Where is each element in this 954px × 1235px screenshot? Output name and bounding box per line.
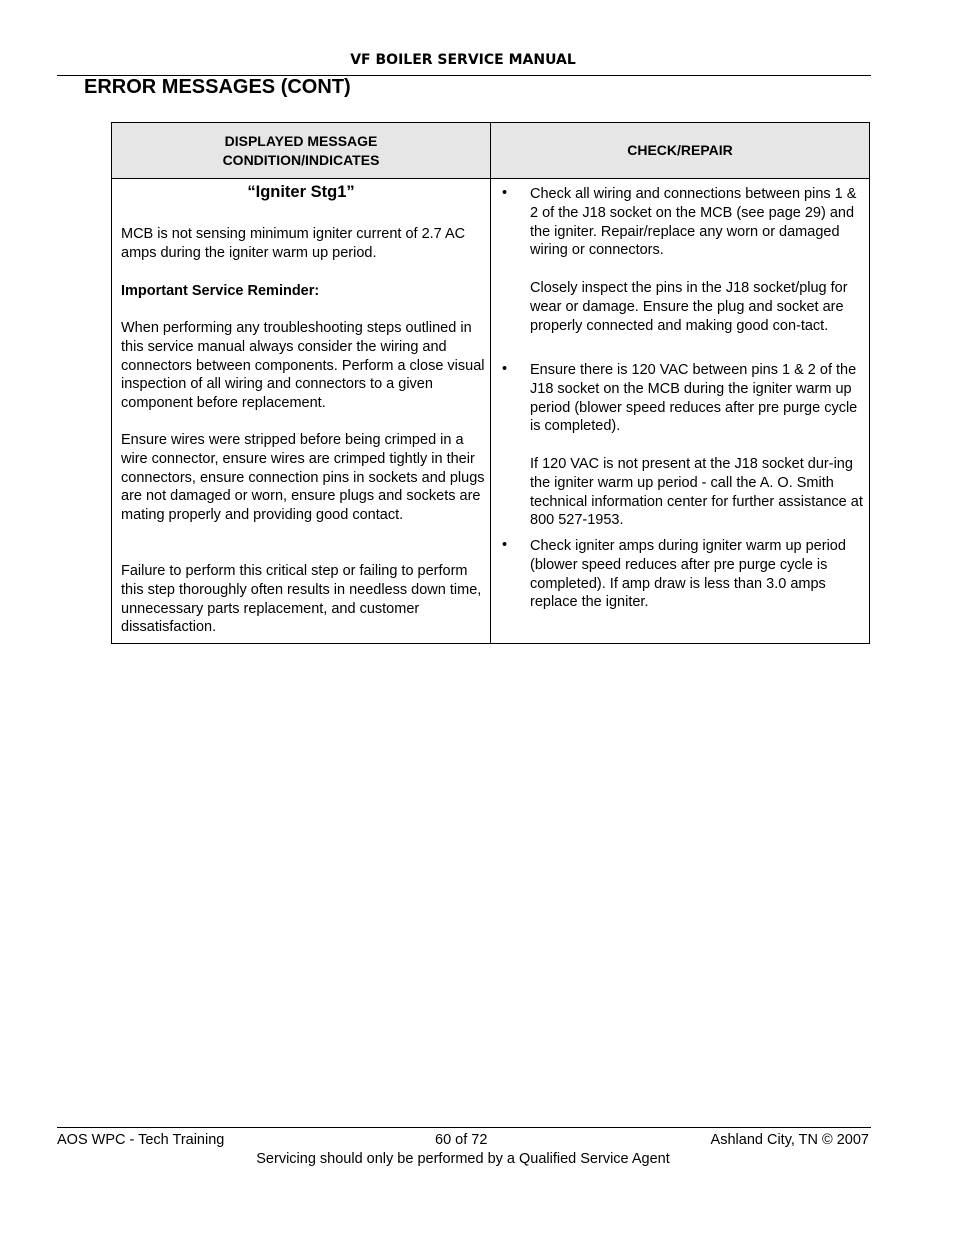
repair-step-3: Check igniter amps during igniter warm up period (blower speed reduces after pre purge cycle is completed). If amp draw is less than 3.0 amps replace the igniter. xyxy=(530,538,846,611)
repair-step-2-followup: If 120 VAC is not present at the J18 socket dur-ing the igniter warm up period - call the A. O. Smith technical information center for further assistance at 800 527-1953. xyxy=(530,456,863,529)
footer-left: AOS WPC - Tech Training xyxy=(57,1132,225,1148)
service-reminder-paragraph: When performing any troubleshooting steps outlined in this service manual always consider the wiring and connectors between components. Perform a close visual inspection of all wiring and connectors to a given component before replacement. xyxy=(121,320,485,412)
running-header: VF BOILER SERVICE MANUAL xyxy=(350,52,576,68)
column-header-repair-label: CHECK/REPAIR xyxy=(627,142,733,158)
failure-warning-paragraph: Failure to perform this critical step or failing to perform this step thoroughly often results in needless down time, unnecessary parts replacement, and customer dissatisfaction. xyxy=(121,563,482,636)
bullet-icon: • xyxy=(502,537,508,553)
service-reminder-heading: Important Service Reminder: xyxy=(121,283,320,299)
footer-note: Servicing should only be performed by a Qualified Service Agent xyxy=(256,1151,670,1167)
repair-step-2: Ensure there is 120 VAC between pins 1 & 2 of the J18 socket on the MCB during the igniter warm up period (blower speed reduces after pre purge cycle is completed). xyxy=(530,362,858,435)
column-header-condition xyxy=(112,123,491,179)
error-message-title: “Igniter Stg1” xyxy=(247,183,355,201)
repair-step-1: Check all wiring and connections between pins 1 & 2 of the J18 socket on the MCB (see page 29) and the igniter. Repair/replace any worn or damaged wiring or connectors. xyxy=(530,186,857,259)
footer-right: Ashland City, TN © 2007 xyxy=(710,1132,869,1148)
repair-cell xyxy=(491,179,869,643)
footer-divider xyxy=(57,1127,871,1128)
column-header-repair xyxy=(491,123,869,179)
bullet-icon: • xyxy=(502,361,508,377)
page-number: 60 of 72 xyxy=(435,1132,488,1148)
section-title: ERROR MESSAGES (CONT) xyxy=(84,76,351,98)
column-header-condition-line1: DISPLAYED MESSAGE xyxy=(224,133,378,149)
error-message-table xyxy=(111,122,870,644)
repair-step-1-followup: Closely inspect the pins in the J18 socket/plug for wear or damage. Ensure the plug and socket are properly connected and making good con-tact. xyxy=(530,280,848,334)
condition-cell xyxy=(112,179,491,643)
bullet-icon: • xyxy=(502,185,508,201)
wiring-check-paragraph: Ensure wires were stripped before being crimped in a wire connector, ensure wires are crimped tightly in their connectors, ensure connection pins in sockets and plugs are not damaged or worn, ensure plugs and sockets are mating properly and providing good contact. xyxy=(121,432,485,524)
condition-description: MCB is not sensing minimum igniter current of 2.7 AC amps during the igniter warm up period. xyxy=(121,226,466,261)
column-header-condition-line2: CONDITION/INDICATES xyxy=(222,152,380,168)
